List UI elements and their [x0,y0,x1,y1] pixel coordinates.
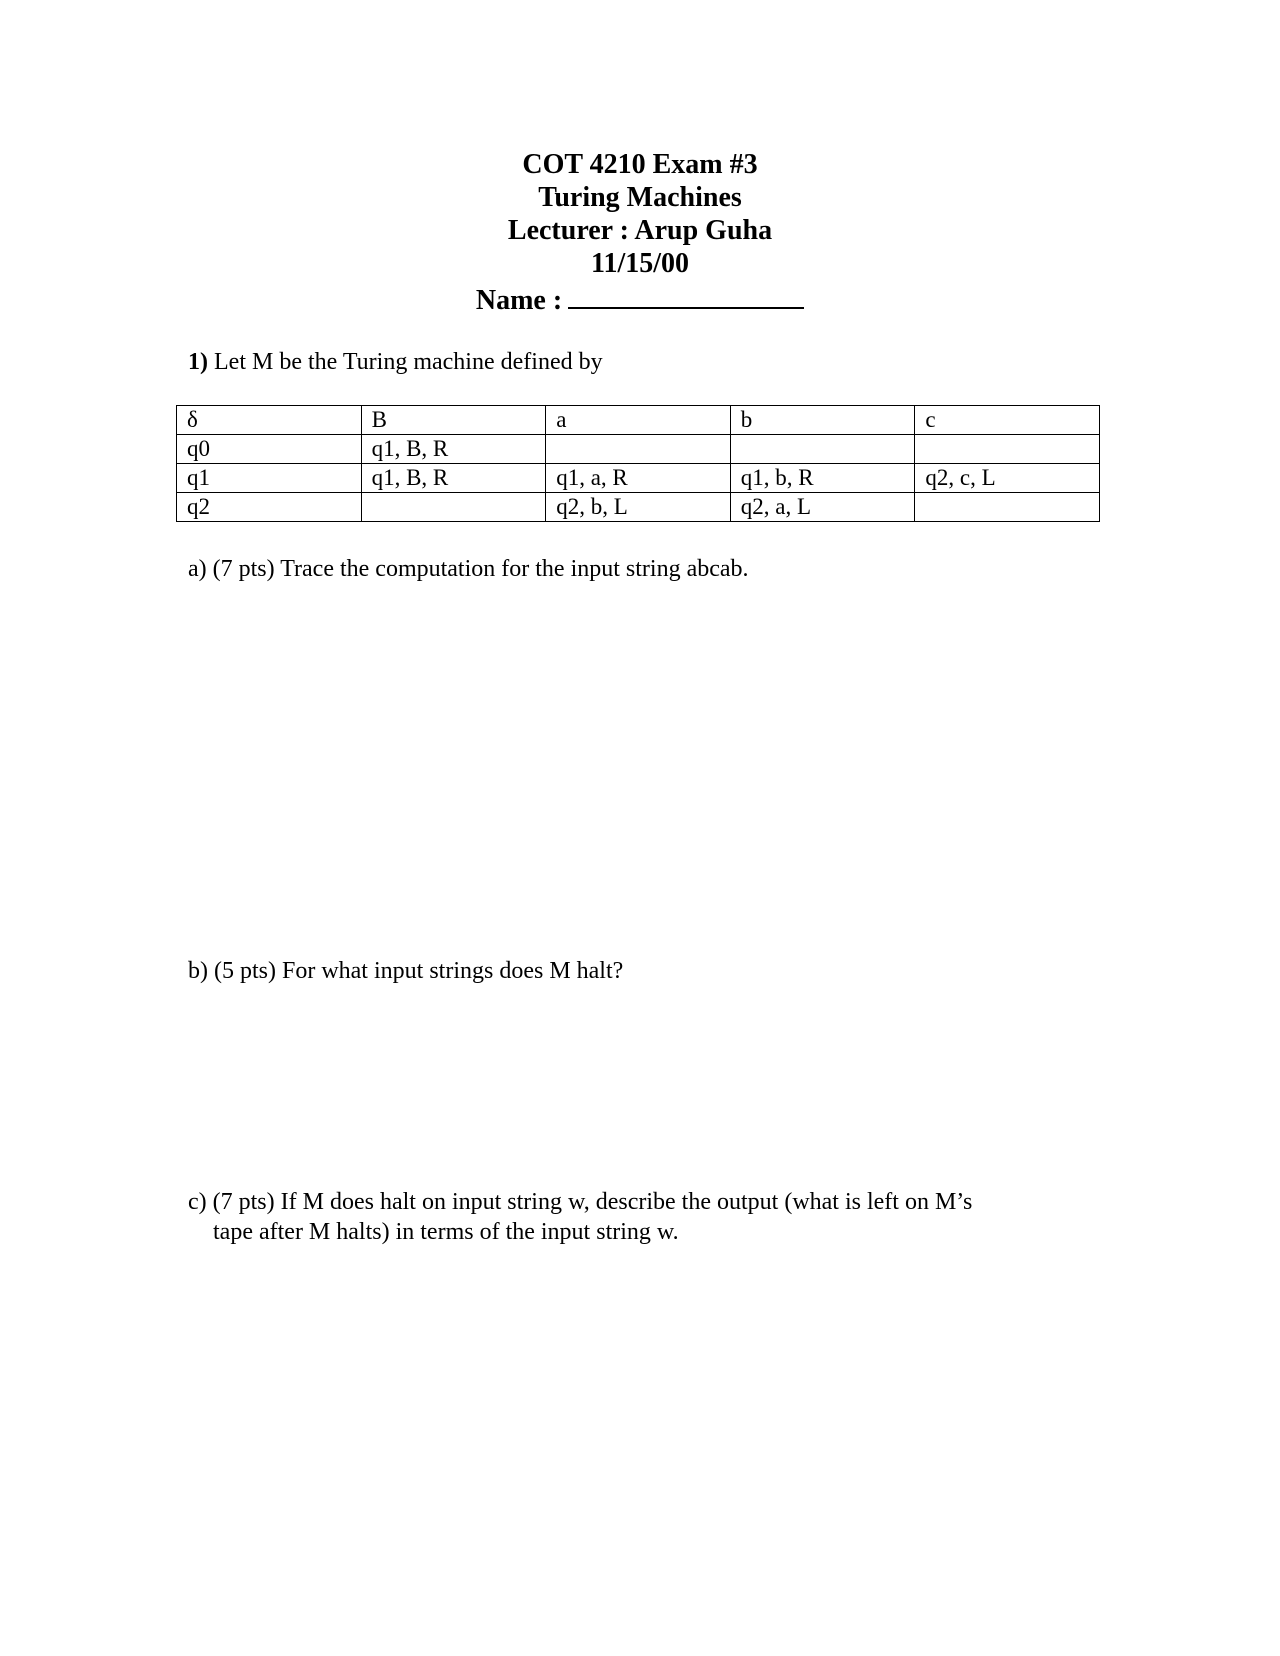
table-cell: q1, B, R [361,435,546,464]
table-header-cell: b [730,406,915,435]
table-row [177,435,1100,464]
exam-header [0,148,1280,317]
table-row [177,464,1100,493]
table-header-cell: a [546,406,731,435]
table-cell: q0 [177,435,362,464]
table-cell [730,435,915,464]
name-blank-field[interactable] [568,281,804,309]
question-intro-text: Let M be the Turing machine defined by [214,349,603,375]
name-label: Name : [475,285,563,316]
table-header-cell: B [361,406,546,435]
part-a-prompt: a) (7 pts) Trace the computation for the input string abcab. [188,556,749,582]
table-header-cell: c [915,406,1100,435]
exam-date: 11/15/00 [590,248,689,279]
lecturer-line: Lecturer : Arup Guha [507,215,773,246]
table-cell [915,493,1100,522]
table-cell: q1, B, R [361,464,546,493]
table-cell: q1, a, R [546,464,731,493]
course-title: COT 4210 Exam #3 [522,149,758,180]
table-header-row [177,406,1100,435]
question-number: 1) [188,349,208,375]
table-cell: q2, c, L [915,464,1100,493]
transition-table [176,405,1100,522]
table-cell [361,493,546,522]
table-cell: q2, a, L [730,493,915,522]
exam-topic: Turing Machines [538,182,742,213]
part-c-prompt [188,1187,1068,1247]
question-1-intro [188,348,603,376]
part-c-line-1: c) (7 pts) If M does halt on input string w, describe the output (what is left on M’s [188,1189,973,1215]
name-line [0,281,1280,317]
table-cell: q1, b, R [730,464,915,493]
table-header-cell: δ [177,406,362,435]
table-cell [915,435,1100,464]
part-c-line-2: tape after M halts) in terms of the input string w. [213,1219,679,1245]
table-cell: q2, b, L [546,493,731,522]
table-cell: q1 [177,464,362,493]
table-row [177,493,1100,522]
part-b-prompt: b) (5 pts) For what input strings does M halt? [188,958,624,984]
table-cell [546,435,731,464]
table-cell: q2 [177,493,362,522]
